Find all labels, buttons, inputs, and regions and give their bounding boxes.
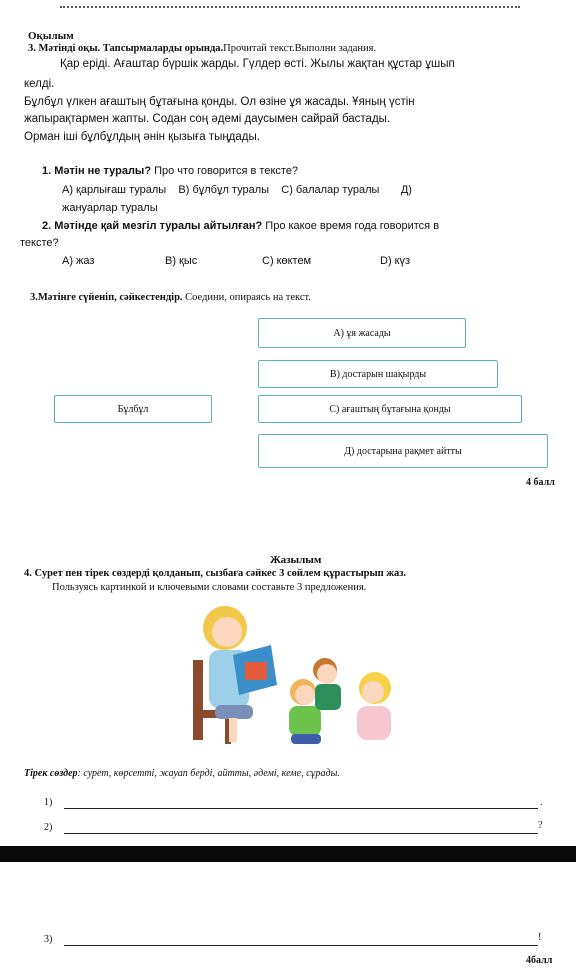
text-line-2: келді. — [24, 78, 55, 90]
text-line-5: Орман іші бұлбұлдың әнін қызыға тыңдады. — [24, 131, 260, 143]
q1-title — [42, 165, 298, 177]
task3-heading — [28, 43, 376, 54]
teacher-lap — [215, 705, 253, 719]
q2-option-c: С) көктем — [262, 255, 312, 267]
answer-3-line[interactable] — [64, 945, 538, 946]
match-score: 4 балл — [526, 477, 555, 488]
child-2-face — [317, 664, 337, 684]
writing-task-ru: Пользуясь картинкой и ключевыми словами составьте 3 предложения. — [52, 582, 367, 593]
photo-divider — [0, 846, 576, 862]
child-2-shirt — [315, 684, 341, 710]
teacher-face — [212, 617, 242, 647]
text-line-1: Қар еріді. Ағаштар бүршік жарды. Гүлдер өсті. Жылы жақтан құстар ұшып — [60, 58, 455, 70]
answer-1-end: . — [540, 797, 543, 808]
match-heading-bold: 3.Мәтінге сүйеніп, сәйкестендір. — [30, 292, 183, 303]
q2-option-a: А) жаз — [62, 255, 95, 267]
answer-2-line[interactable] — [64, 833, 538, 834]
child-3-dress — [357, 706, 391, 740]
child-1-shirt — [289, 706, 321, 736]
q2-title — [42, 220, 439, 232]
answer-2-number: 2) — [44, 822, 53, 833]
q1-title-ru: Про что говорится в тексте? — [151, 165, 299, 177]
support-label: Тірек сөздер — [24, 768, 78, 779]
q2-title-bold: 2. Мәтінде қай мезгіл туралы айтылған? — [42, 220, 263, 232]
match-option-b[interactable]: В) достарын шақырды — [258, 360, 498, 388]
top-strip — [0, 0, 576, 14]
teacher-leg — [229, 718, 237, 742]
answer-1-number: 1) — [44, 797, 53, 808]
writing-section-title: Жазылым — [270, 554, 322, 566]
reading-section-title: Оқылым — [28, 30, 74, 42]
q1-options-cont: жануарлар туралы — [62, 202, 158, 214]
task3-heading-ru: Прочитай текст.Выполни задания. — [223, 43, 377, 54]
match-heading-ru: Соедини, опираясь на текст. — [182, 292, 311, 303]
book-picture — [245, 662, 267, 680]
writing-score: 4балл — [526, 955, 553, 966]
q2-title-cont: тексте? — [20, 237, 59, 249]
match-heading — [30, 292, 311, 303]
text-line-4: жапырақтармен жапты. Содан соң әдемі даусымен сайрай бастады. — [24, 113, 391, 125]
q1-title-bold: 1. Мәтін не туралы? — [42, 165, 152, 177]
answer-2-end: ? — [538, 820, 543, 831]
support-list: : сурет, көрсетті, жауап берді, айтты, әдемі, кеме, сұрады. — [77, 768, 340, 779]
match-option-d[interactable]: Д) достарына рақмет айтты — [258, 434, 548, 468]
chair-back — [193, 660, 203, 740]
task3-heading-bold: 3. Мәтінді оқы. Тапсырмаларды орында. — [28, 43, 224, 54]
q1-options: А) қарлығаш туралы В) бұлбұл туралы С) балалар туралы Д) — [62, 184, 412, 196]
match-option-a[interactable]: А) ұя жасады — [258, 318, 466, 348]
child-1-face — [295, 685, 315, 705]
match-option-c[interactable]: С) ағаштың бұтағына қонды — [258, 395, 522, 423]
answer-3-end: ! — [538, 932, 542, 943]
q2-option-b: В) қыс — [165, 255, 198, 267]
answer-3-number: 3) — [44, 934, 53, 945]
writing-task: 4. Сурет пен тірек сөздерді қолданып, сызбаға сәйкес 3 сөйлем құрастырып жаз. — [24, 568, 407, 579]
answer-1-line[interactable] — [64, 808, 538, 809]
child-1-pants — [291, 734, 321, 744]
dotted-rule — [60, 6, 520, 10]
teacher-children-illustration — [185, 600, 400, 750]
match-left-item[interactable]: Бұлбұл — [54, 395, 212, 423]
child-3-face — [362, 681, 384, 703]
q2-option-d: D) күз — [380, 255, 411, 267]
q2-title-ru: Про какое время года говорится в — [262, 220, 440, 232]
text-line-3: Бұлбұл үлкен ағаштың бұтағына қонды. Ол өзіне ұя жасады. Ұяның үстін — [24, 96, 415, 108]
support-words — [24, 768, 340, 779]
